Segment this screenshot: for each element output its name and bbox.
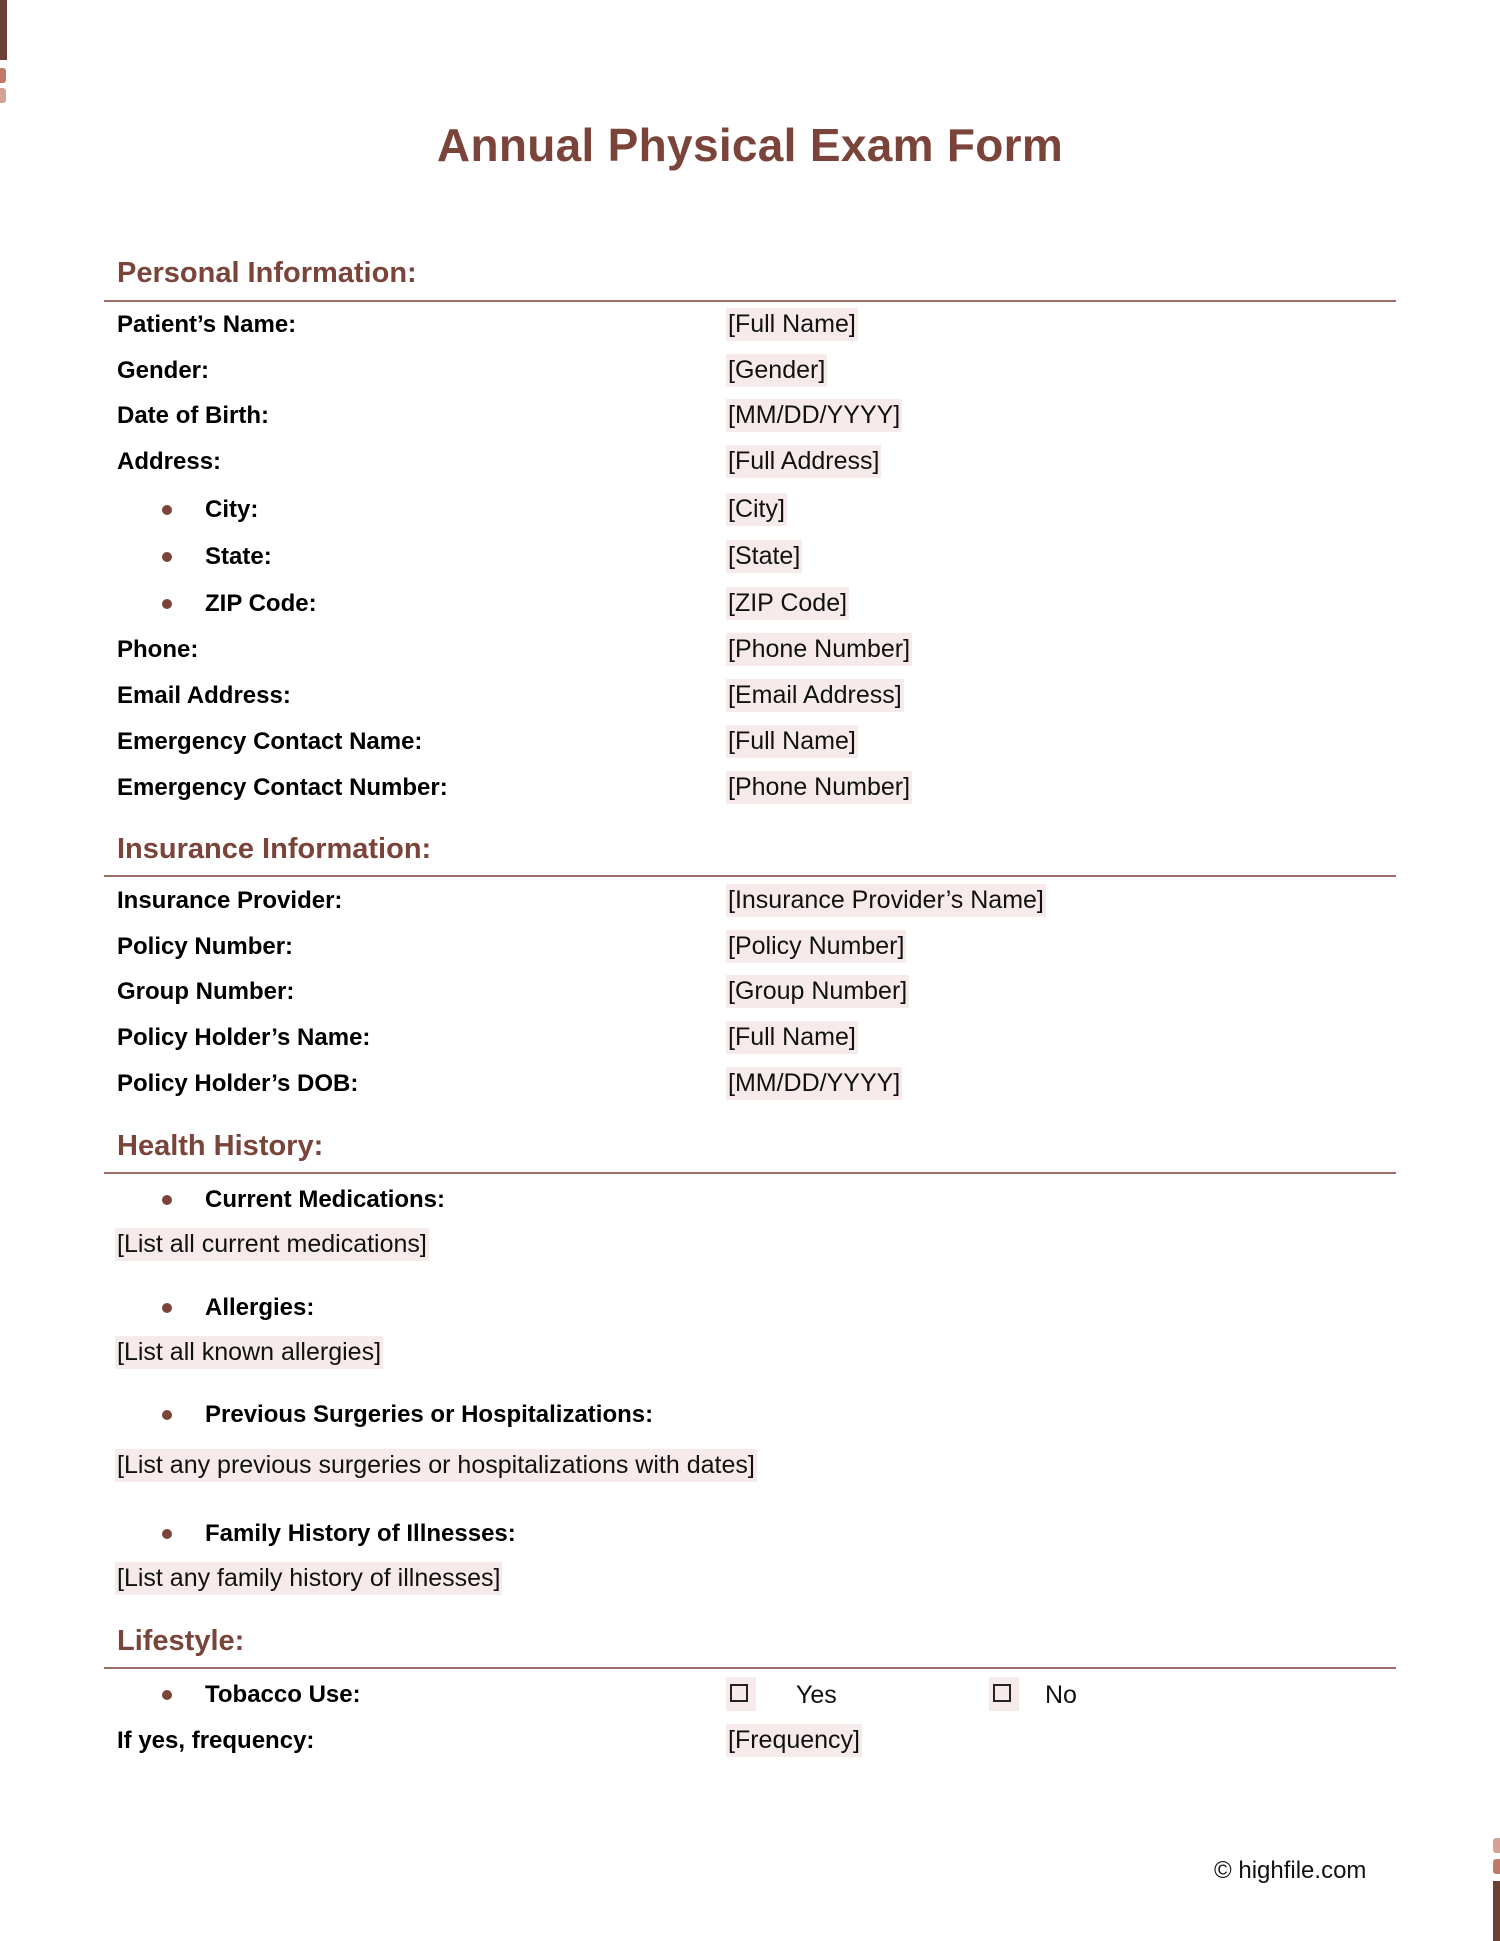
corner-decoration-bar: [1493, 1881, 1500, 1941]
tobacco-frequency-field[interactable]: [Frequency]: [726, 1724, 862, 1757]
field-label: City:: [205, 496, 259, 523]
zip-code-field[interactable]: [ZIP Code]: [726, 587, 849, 620]
corner-decoration-bar: [0, 0, 7, 60]
bullet-icon: [162, 552, 172, 562]
allergies-field[interactable]: [List all known allergies]: [115, 1336, 383, 1369]
section-heading-health-history: Health History:: [117, 1130, 324, 1162]
field-label: Patient’s Name:: [117, 311, 297, 338]
previous-surgeries-field[interactable]: [List any previous surgeries or hospitalizations with dates]: [115, 1449, 757, 1482]
field-label: Phone:: [117, 636, 199, 663]
field-label: Date of Birth:: [117, 402, 269, 429]
current-medications-field[interactable]: [List all current medications]: [115, 1228, 429, 1261]
section-heading-insurance: Insurance Information:: [117, 833, 432, 865]
section-heading-lifestyle: Lifestyle:: [117, 1625, 245, 1657]
section-divider: [104, 875, 1396, 877]
field-label: Allergies:: [205, 1294, 315, 1321]
copyright-footer: © highfile.com: [1214, 1857, 1367, 1884]
field-label: Insurance Provider:: [117, 887, 343, 914]
bullet-icon: [162, 1410, 172, 1420]
bullet-icon: [162, 1529, 172, 1539]
bullet-icon: [162, 1690, 172, 1700]
bullet-icon: [162, 1195, 172, 1205]
field-label: Policy Holder’s Name:: [117, 1024, 371, 1051]
date-of-birth-field[interactable]: [MM/DD/YYYY]: [726, 399, 902, 432]
field-label: ZIP Code:: [205, 590, 317, 617]
state-field[interactable]: [State]: [726, 540, 802, 573]
tobacco-no-label: No: [1045, 1681, 1077, 1709]
tobacco-no-checkbox[interactable]: [989, 1677, 1019, 1711]
gender-field[interactable]: [Gender]: [726, 354, 827, 387]
field-label: Email Address:: [117, 682, 291, 709]
bullet-icon: [162, 599, 172, 609]
field-label: Emergency Contact Number:: [117, 774, 448, 801]
checkbox-icon: [993, 1684, 1011, 1702]
emergency-contact-name-field[interactable]: [Full Name]: [726, 725, 858, 758]
field-label: Family History of Illnesses:: [205, 1520, 516, 1547]
email-field[interactable]: [Email Address]: [726, 679, 904, 712]
policy-holder-dob-field[interactable]: [MM/DD/YYYY]: [726, 1067, 902, 1100]
field-label: Policy Holder’s DOB:: [117, 1070, 359, 1097]
section-divider: [104, 1172, 1396, 1174]
patient-name-field[interactable]: [Full Name]: [726, 308, 858, 341]
page-title: Annual Physical Exam Form: [436, 119, 1064, 171]
section-divider: [104, 300, 1396, 302]
field-label: If yes, frequency:: [117, 1727, 315, 1754]
tobacco-yes-label: Yes: [796, 1681, 837, 1709]
city-field[interactable]: [City]: [726, 493, 787, 526]
insurance-provider-field[interactable]: [Insurance Provider’s Name]: [726, 884, 1046, 917]
corner-decoration-square: [1493, 1838, 1500, 1853]
corner-decoration-square: [0, 68, 6, 83]
bullet-icon: [162, 1303, 172, 1313]
field-label: Gender:: [117, 357, 210, 384]
section-divider: [104, 1667, 1396, 1669]
field-label: Policy Number:: [117, 933, 294, 960]
field-label: Emergency Contact Name:: [117, 728, 423, 755]
policy-number-field[interactable]: [Policy Number]: [726, 930, 906, 963]
phone-field[interactable]: [Phone Number]: [726, 633, 912, 666]
field-label: Tobacco Use:: [205, 1681, 361, 1708]
corner-decoration-square: [1493, 1859, 1500, 1874]
family-history-field[interactable]: [List any family history of illnesses]: [115, 1562, 502, 1595]
checkbox-icon: [730, 1684, 748, 1702]
bullet-icon: [162, 505, 172, 515]
policy-holder-name-field[interactable]: [Full Name]: [726, 1021, 858, 1054]
group-number-field[interactable]: [Group Number]: [726, 975, 909, 1008]
field-label: Current Medications:: [205, 1186, 446, 1213]
section-heading-personal: Personal Information:: [117, 257, 417, 289]
field-label: Group Number:: [117, 978, 295, 1005]
field-label: Address:: [117, 448, 222, 475]
emergency-contact-number-field[interactable]: [Phone Number]: [726, 771, 912, 804]
tobacco-yes-checkbox[interactable]: [726, 1677, 756, 1711]
field-label: Previous Surgeries or Hospitalizations:: [205, 1401, 654, 1428]
corner-decoration-square: [0, 88, 6, 103]
address-field[interactable]: [Full Address]: [726, 445, 881, 478]
field-label: State:: [205, 543, 272, 570]
